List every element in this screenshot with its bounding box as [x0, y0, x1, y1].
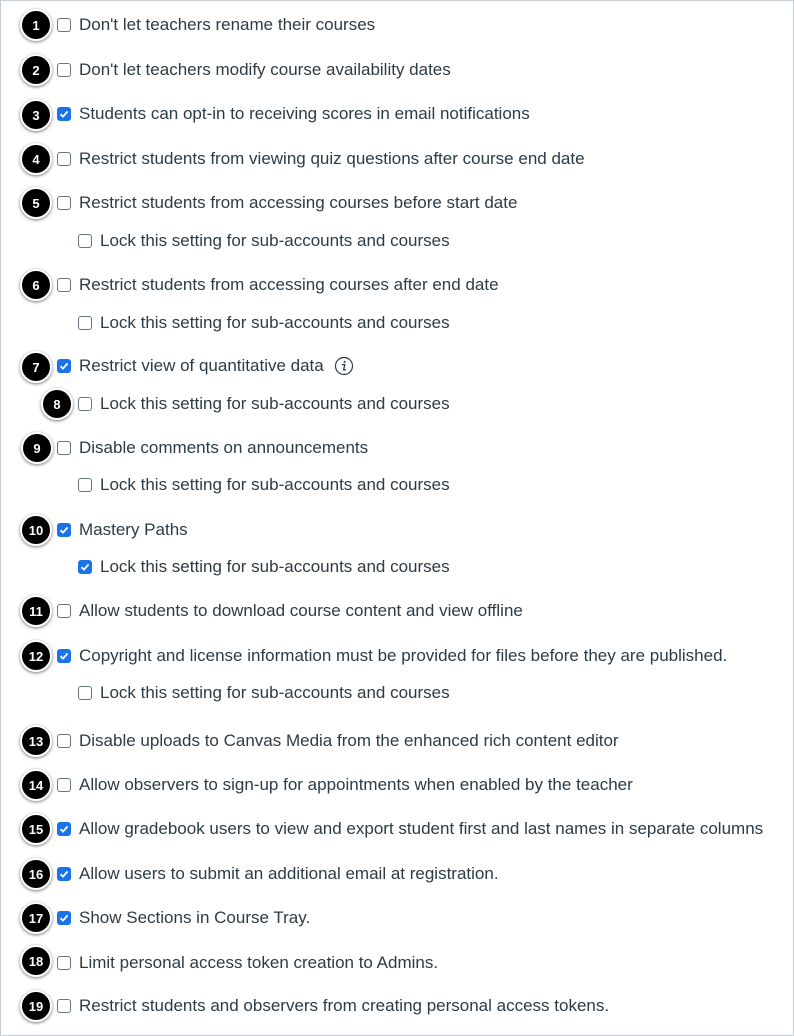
checkbox-lock-announcement-comments[interactable]: [78, 478, 92, 492]
setting-label: Restrict students from accessing courses after end date: [79, 275, 499, 294]
callout-badge-13: 13: [20, 725, 52, 757]
callout-badge-16: 16: [20, 858, 52, 890]
setting-row-quantitative-data[interactable]: [57, 354, 354, 378]
lock-label: Lock this setting for sub-accounts and courses: [100, 394, 450, 413]
callout-badge-3: 3: [20, 99, 52, 131]
callout-badge-5: 5: [20, 187, 52, 219]
checkbox-canvas-media[interactable]: [57, 734, 71, 748]
setting-label: Restrict view of quantitative data: [79, 356, 324, 375]
setting-row-gradebook-names[interactable]: [57, 817, 763, 841]
callout-badge-18: 18: [20, 945, 52, 977]
callout-badge-4: 4: [20, 143, 52, 175]
callout-badge-11: 11: [20, 595, 52, 627]
setting-row-rename-courses[interactable]: [57, 13, 375, 37]
checkbox-additional-email[interactable]: [57, 867, 71, 881]
checkbox-student-tokens[interactable]: [57, 999, 71, 1013]
lock-label: Lock this setting for sub-accounts and courses: [100, 231, 450, 250]
checkbox-after-end[interactable]: [57, 278, 71, 292]
setting-row-canvas-media[interactable]: [57, 729, 619, 753]
setting-row-observer-appointments[interactable]: [57, 773, 633, 797]
checkbox-rename-courses[interactable]: [57, 18, 71, 32]
lock-row-after-end[interactable]: [78, 311, 450, 335]
callout-badge-7: 7: [20, 351, 52, 383]
callout-badge-14: 14: [20, 769, 52, 801]
setting-row-additional-email[interactable]: [57, 862, 499, 886]
callout-badge-2: 2: [20, 54, 52, 86]
callout-badge-9: 9: [21, 432, 53, 464]
checkbox-gradebook-names[interactable]: [57, 822, 71, 836]
setting-row-quiz-questions[interactable]: [57, 147, 585, 171]
checkbox-quiz-questions[interactable]: [57, 152, 71, 166]
checkbox-copyright[interactable]: [57, 649, 71, 663]
lock-label: Lock this setting for sub-accounts and courses: [100, 313, 450, 332]
checkbox-lock-mastery-paths[interactable]: [78, 560, 92, 574]
setting-row-token-admins[interactable]: [57, 951, 438, 975]
callout-badge-6: 6: [20, 269, 52, 301]
setting-label: Don't let teachers rename their courses: [79, 15, 376, 34]
setting-label: Allow students to download course content and view offline: [79, 601, 523, 620]
setting-row-copyright[interactable]: [57, 644, 727, 668]
callout-badge-10: 10: [20, 514, 52, 546]
setting-label: Allow gradebook users to view and export student first and last names in separate columns: [79, 819, 764, 838]
setting-label: Restrict students from accessing courses before start date: [79, 193, 518, 212]
setting-row-offline-content[interactable]: [57, 599, 523, 623]
setting-label: Students can opt-in to receiving scores in email notifications: [79, 104, 530, 123]
lock-row-copyright[interactable]: [78, 681, 450, 705]
callout-badge-8: 8: [41, 388, 73, 420]
lock-row-before-start[interactable]: [78, 229, 450, 253]
setting-row-sections-tray[interactable]: [57, 906, 310, 930]
lock-row-announcement-comments[interactable]: [78, 473, 450, 497]
checkbox-before-start[interactable]: [57, 196, 71, 210]
checkbox-score-emails[interactable]: [57, 107, 71, 121]
checkbox-sections-tray[interactable]: [57, 911, 71, 925]
setting-row-student-tokens[interactable]: [57, 994, 609, 1018]
callout-badge-12: 12: [20, 640, 52, 672]
lock-label: Lock this setting for sub-accounts and courses: [100, 683, 450, 702]
setting-row-score-emails[interactable]: [57, 102, 530, 126]
setting-row-mastery-paths[interactable]: [57, 518, 188, 542]
checkbox-lock-after-end[interactable]: [78, 316, 92, 330]
callout-badge-17: 17: [20, 902, 52, 934]
checkbox-announcement-comments[interactable]: [57, 441, 71, 455]
checkbox-lock-copyright[interactable]: [78, 686, 92, 700]
setting-label: Don't let teachers modify course availability dates: [79, 60, 451, 79]
checkbox-mastery-paths[interactable]: [57, 523, 71, 537]
lock-row-mastery-paths[interactable]: [78, 555, 450, 579]
setting-label: Restrict students and observers from creating personal access tokens.: [79, 996, 610, 1015]
setting-label: Restrict students from viewing quiz questions after course end date: [79, 149, 585, 168]
checkbox-offline-content[interactable]: [57, 604, 71, 618]
setting-label: Allow users to submit an additional email at registration.: [79, 864, 499, 883]
setting-label: Disable uploads to Canvas Media from the enhanced rich content editor: [79, 731, 619, 750]
setting-row-announcement-comments[interactable]: [57, 436, 368, 460]
setting-label: Disable comments on announcements: [79, 438, 369, 457]
checkbox-quantitative-data[interactable]: [57, 359, 71, 373]
setting-label: Mastery Paths: [79, 520, 188, 539]
checkbox-observer-appointments[interactable]: [57, 778, 71, 792]
checkbox-token-admins[interactable]: [57, 956, 71, 970]
setting-label: Copyright and license information must be provided for files before they are published.: [79, 646, 728, 665]
setting-label: Allow observers to sign-up for appointments when enabled by the teacher: [79, 775, 633, 794]
callout-badge-15: 15: [20, 813, 52, 845]
lock-label: Lock this setting for sub-accounts and courses: [100, 475, 450, 494]
info-icon[interactable]: [334, 356, 354, 376]
setting-row-before-start[interactable]: [57, 191, 517, 215]
lock-label: Lock this setting for sub-accounts and courses: [100, 557, 450, 576]
setting-row-after-end[interactable]: [57, 273, 499, 297]
checkbox-lock-before-start[interactable]: [78, 234, 92, 248]
checkbox-lock-quantitative-data[interactable]: [78, 397, 92, 411]
callout-badge-1: 1: [20, 9, 52, 41]
lock-row-quantitative-data[interactable]: [78, 392, 450, 416]
checkbox-availability-dates[interactable]: [57, 63, 71, 77]
setting-row-availability-dates[interactable]: [57, 58, 451, 82]
setting-label: Limit personal access token creation to Admins.: [79, 953, 439, 972]
setting-label: Show Sections in Course Tray.: [79, 908, 311, 927]
callout-badge-19: 19: [20, 990, 52, 1022]
